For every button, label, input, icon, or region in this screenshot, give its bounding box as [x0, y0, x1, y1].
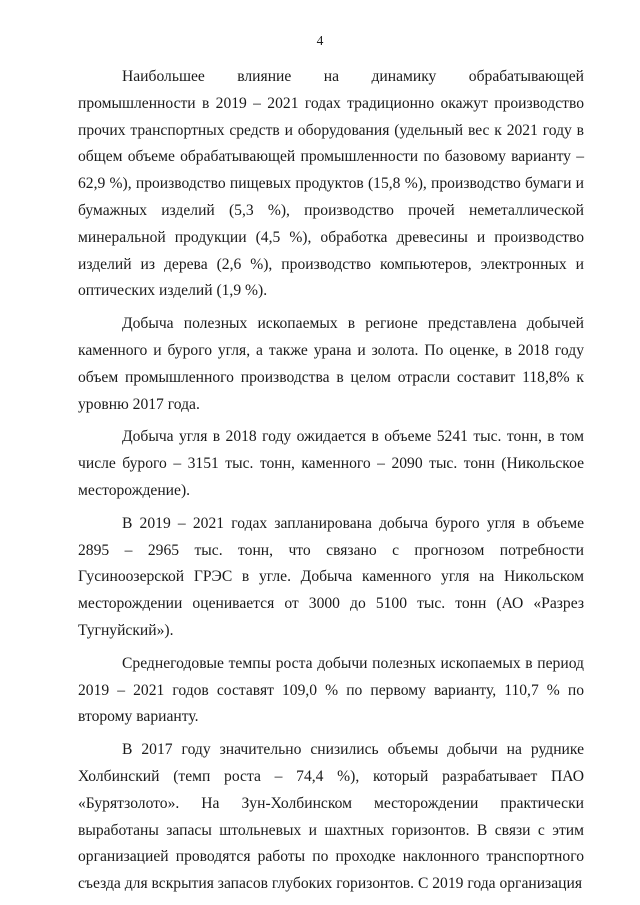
page-number: 4	[316, 33, 324, 48]
paragraph-growth-rates: Среднегодовые темпы роста добычи полезных ископаемых в период 2019 – 2021 годов составят 109,0 % по первому варианту, 110,7 % по второму варианту.	[78, 654, 584, 726]
paragraph-coal-2018: Добыча угля в 2018 году ожидается в объеме 5241 тыс. тонн, в том числе бурого – 3151 тыс. тонн, каменного – 2090 тыс. тонн (Никольское месторождение).	[78, 428, 584, 499]
paragraph-gold-mining: В 2017 году значительно снизились объемы добычи на руднике Холбинский (темп роста – 74,4 %), который разрабатывает ПАО «Бурятзолото». На Зун-Холбинском месторождении практически выработаны запасы штольневых и шахтных горизонтов. В связи с этим организацией проводятся работы по проходке наклонного транспортного съезда для вскрытия запасов глубоких горизонтов. С 2019 года организация	[78, 741, 584, 893]
paragraph-manufacturing: Наибольшее влияние на динамику обрабатывающей промышленности в 2019 – 2021 годах традиционно окажут производство прочих транспортных средств и оборудования (удельный вес к 2021 году в общем объеме обрабатывающей промышленности по базовому варианту – 62,9 %), производство пищевых продуктов (15,8 %), производство бумаги и бумажных изделий (5,3 %), производство прочей неметаллической минеральной продукции (4,5 %), обработка древесины и производство изделий из дерева (2,6 %), производство компьютеров, электронных и оптических изделий (1,9 %).	[78, 68, 584, 300]
document-body	[78, 64, 584, 898]
paragraph-coal-forecast: В 2019 – 2021 годах запланирована добыча бурого угля в объеме 2895 – 2965 тыс. тонн, что связано с прогнозом потребности Гусиноозерской ГРЭС в угле. Добыча каменного угля на Никольском месторождении оценивается от 3000 до 5100 тыс. тонн (АО «Разрез Тугнуйский»).	[78, 514, 584, 639]
paragraph-mining-overview: Добыча полезных ископаемых в регионе представлена добычей каменного и бурого угля, а также урана и золота. По оценке, в 2018 году объем промышленного производства в целом отрасли составит 118,8% к уровню 2017 года.	[78, 315, 584, 413]
